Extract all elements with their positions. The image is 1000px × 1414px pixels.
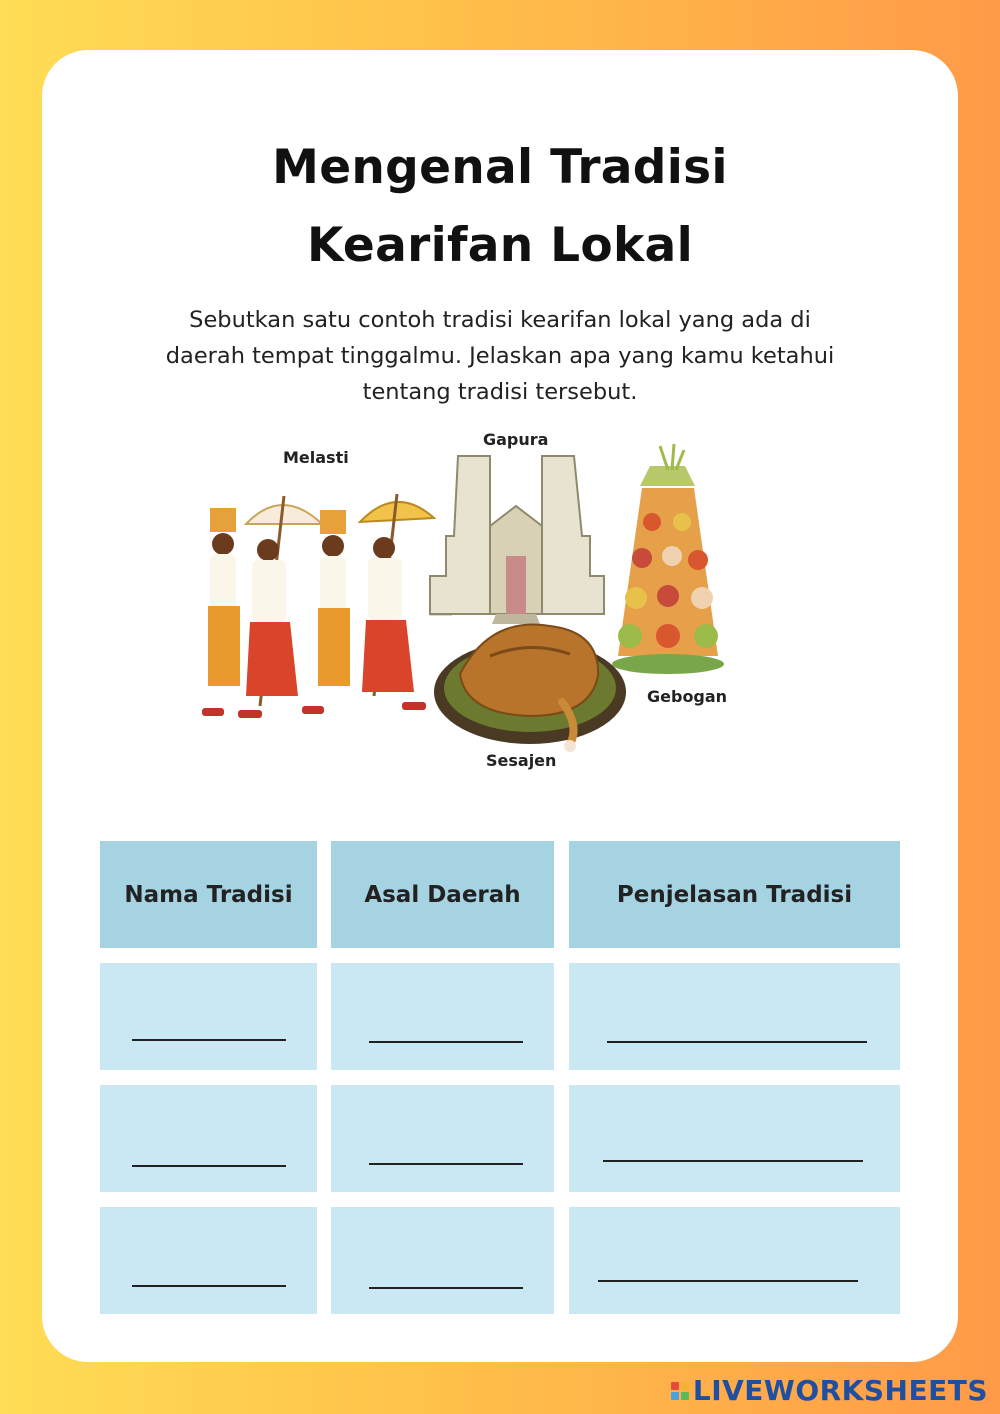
penjelasan-input-2[interactable] [603, 1136, 863, 1162]
penjelasan-input-1[interactable] [607, 1017, 867, 1043]
sesajen-illustration [434, 625, 626, 752]
gapura-illustration [430, 456, 604, 624]
table-row-2-nama [100, 1085, 317, 1192]
page-title-line1: Mengenal Tradisi [272, 140, 728, 195]
asal-daerah-input-3[interactable] [369, 1263, 523, 1289]
instruction-line2: daerah tempat tinggalmu. Jelaskan apa yang kamu ketahui [165, 343, 835, 369]
liveworksheets-watermark [671, 1374, 988, 1407]
illustration-svg [190, 426, 750, 776]
liveworksheets-logo-icon [671, 1382, 689, 1400]
nama-tradisi-input-1[interactable] [132, 1015, 286, 1041]
instruction-line1: Sebutkan satu contoh tradisi kearifan lokal yang ada di [189, 307, 811, 333]
label-melasti: Melasti [283, 448, 349, 467]
header-penjelasan-tradisi-label: Penjelasan Tradisi [616, 881, 853, 908]
label-sesajen: Sesajen [486, 751, 557, 770]
table-row-2-asal [331, 1085, 554, 1192]
table-row-3-asal [331, 1207, 554, 1314]
nama-tradisi-input-2[interactable] [132, 1141, 286, 1167]
table-row-1-nama [100, 963, 317, 1070]
header-penjelasan-tradisi [569, 841, 900, 948]
asal-daerah-input-2[interactable] [369, 1139, 523, 1165]
header-asal-daerah [331, 841, 554, 948]
table-row-1-penjelasan [569, 963, 900, 1070]
label-gebogan: Gebogan [647, 687, 728, 706]
melasti-procession-illustration [202, 494, 434, 718]
table-row-2-penjelasan [569, 1085, 900, 1192]
nama-tradisi-input-3[interactable] [132, 1261, 286, 1287]
gebogan-illustration [612, 444, 724, 674]
penjelasan-input-3[interactable] [598, 1256, 858, 1282]
watermark-text: LIVEWORKSHEETS [692, 1374, 988, 1407]
tradition-illustration [190, 426, 750, 776]
page-title-line2: Kearifan Lokal [307, 218, 693, 273]
instruction-line3: tentang tradisi tersebut. [362, 379, 638, 405]
label-gapura: Gapura [483, 430, 549, 449]
instruction-text [130, 302, 870, 410]
header-nama-tradisi [100, 841, 317, 948]
asal-daerah-input-1[interactable] [369, 1017, 523, 1043]
table-row-1-asal [331, 963, 554, 1070]
table-row-3-penjelasan [569, 1207, 900, 1314]
table-row-3-nama [100, 1207, 317, 1314]
header-nama-tradisi-label: Nama Tradisi [124, 881, 293, 908]
header-asal-daerah-label: Asal Daerah [364, 881, 521, 908]
